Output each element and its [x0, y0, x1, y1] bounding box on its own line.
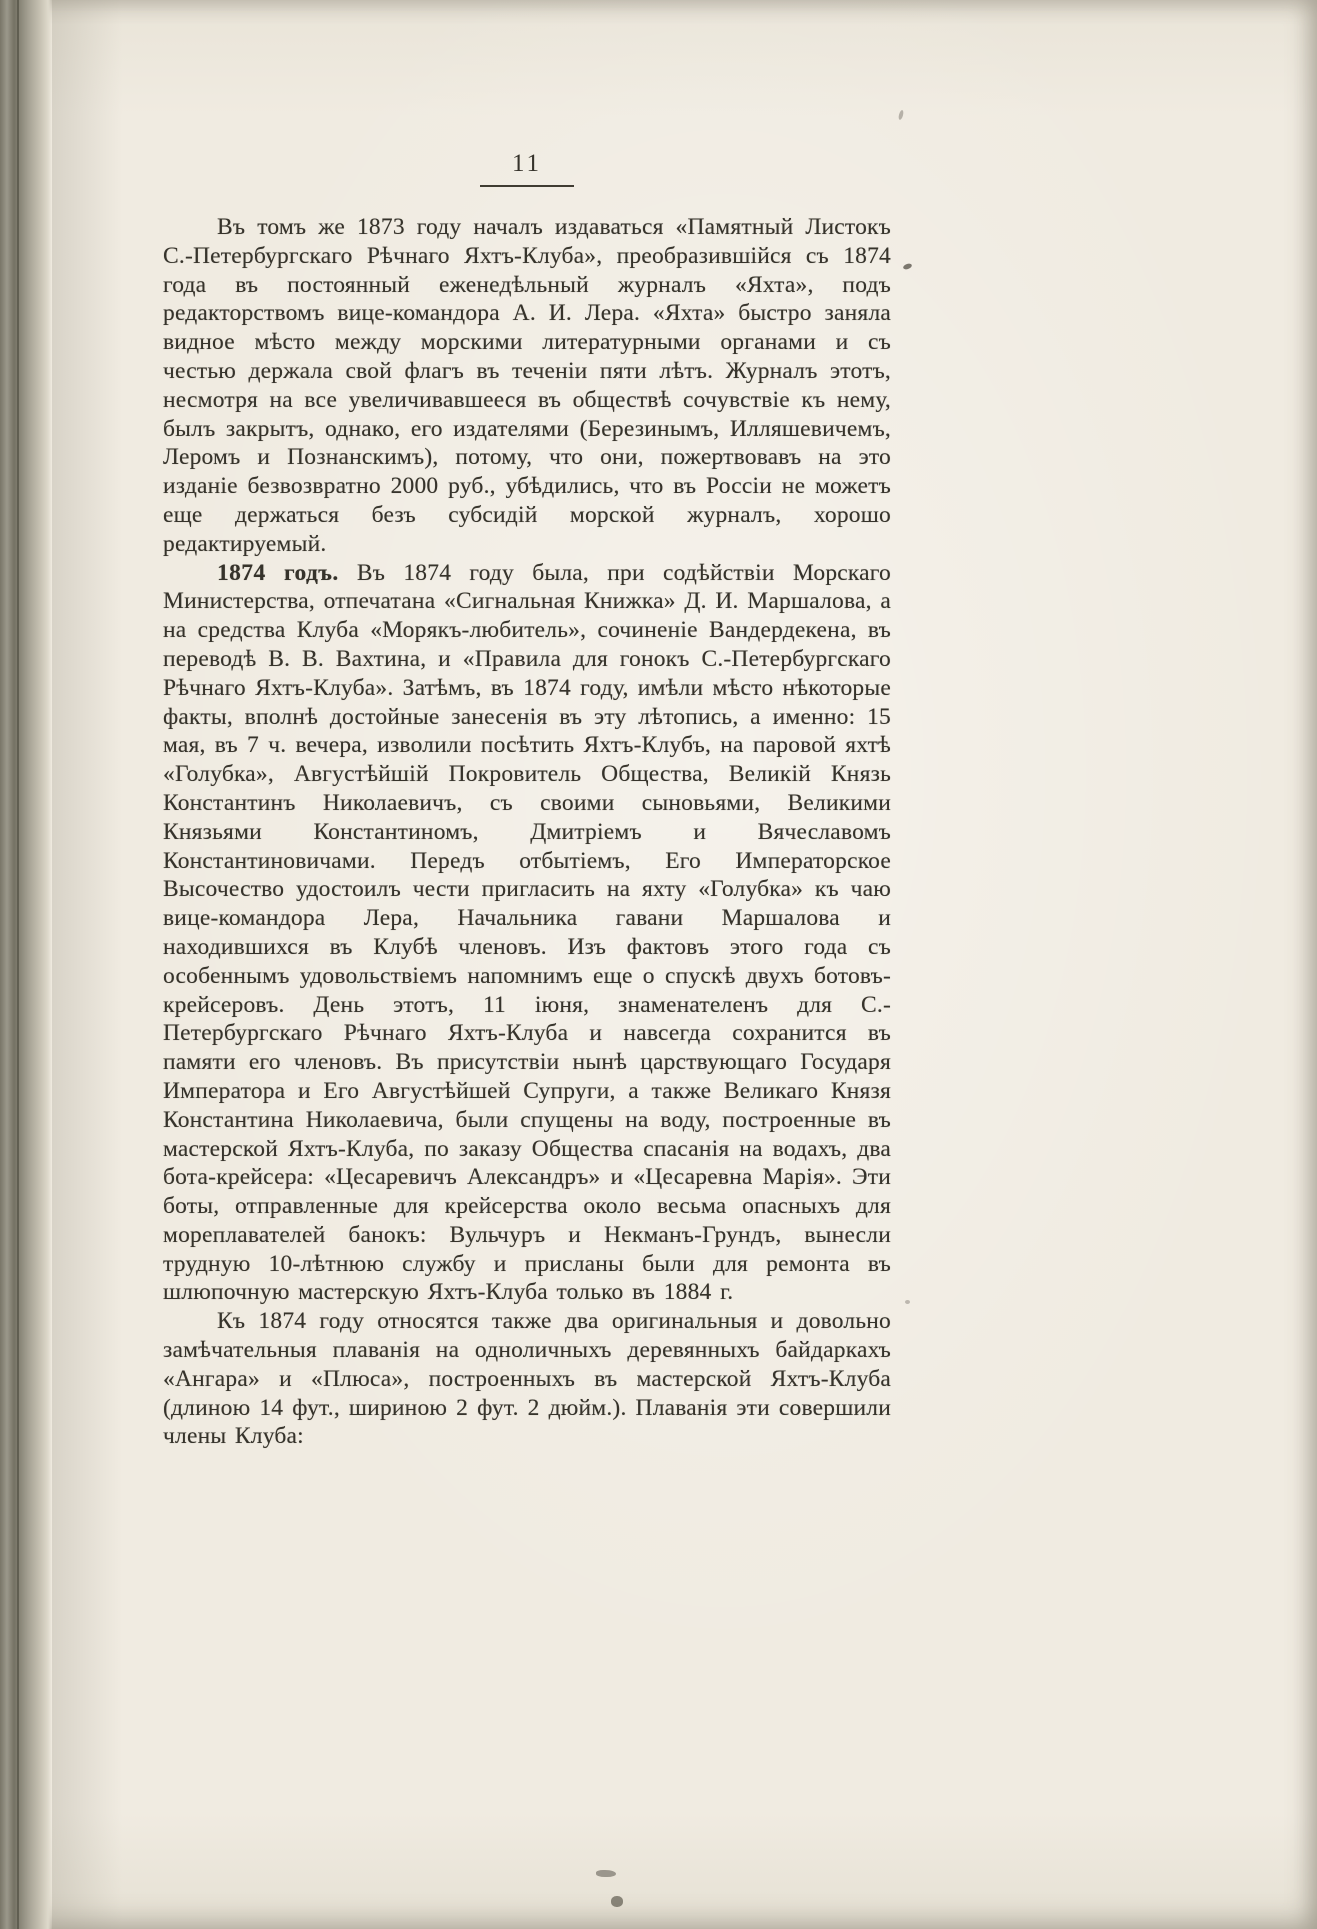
body-text — [163, 213, 891, 1451]
ink-speck — [596, 1870, 616, 1877]
book-binding-shadow — [52, 0, 122, 1929]
paragraph — [163, 559, 891, 1308]
book-binding — [0, 0, 52, 1929]
ink-speck — [905, 1300, 910, 1304]
ink-speck — [902, 263, 912, 271]
ink-speck — [611, 1896, 623, 1907]
paragraph-text: Въ 1874 году была, при содѣйствіи Морскаго Министерства, отпечатана «Сигнальная Книжка» Д. И. Маршалова, а на средства Клуба «Морякъ-любитель», сочиненіе Вандердекена, въ переводѣ В. В. Вахтина, и «Правила для гонокъ С.-Петербургскаго Рѣчнаго Яхтъ-Клуба». Затѣмъ, въ 1874 году, имѣли мѣсто нѣкоторые факты, вполнѣ достойные занесенія въ эту лѣтопись, а именно: 15 мая, въ 7 ч. вечера, изволили посѣтить Яхтъ-Клубъ, на паровой яхтѣ «Голубка», Августѣйшій Покровитель Общества, Великій Князь Константинъ Николаевичъ, съ своими сыновьями, Великими Князьями Константиномъ, Дмитріемъ и Вячеславомъ Константиновичами. Передъ отбытіемъ, Его Императорское Высочество удостоилъ чести пригласить на яхту «Голубка» къ чаю вице-командора Лера, Начальника гавани Маршалова и находившихся въ Клубѣ членовъ. Изъ фактовъ этого года съ особеннымъ удовольствіемъ напомнимъ еще о спускѣ двухъ ботовъ-крейсеровъ. День этотъ, 11 іюня, знаменателенъ для С.-Петербургскаго Рѣчнаго Яхтъ-Клуба и навсегда сохранится въ памяти его членовъ. Въ присутствіи нынѣ царствующаго Государя Императора и Его Августѣйшей Супруги, а также Великаго Князя Константина Николаевича, были спущены на воду, построенные въ мастерской Яхтъ-Клуба, по заказу Общества спасанія на водахъ, два бота-крейсера: «Цесаревичъ Александръ» и «Цесаревна Марія». Эти боты, отправленные для крейсерства около весьма опасныхъ для мореплавателей банокъ: Вульчуръ и Некманъ-Грундъ, вынесли трудную 10-лѣтнюю службу и присланы были для ремонта въ шлюпочную мастерскую Яхтъ-Клуба только въ 1884 г. — [163, 559, 892, 1306]
paragraph-lead: 1874 годъ. — [217, 559, 339, 586]
ink-speck — [898, 110, 904, 121]
text-column — [163, 150, 891, 1451]
book-binding-crease — [17, 0, 19, 1929]
paragraph: Въ томъ же 1873 году началъ издаваться «Памятный Листокъ С.-Петербургскаго Рѣчнаго Яхтъ-Клуба», преобразившійся съ 1874 года въ постоянный еженедѣльный журналъ «Яхта», подъ редакторствомъ вице-командора А. И. Лера. «Яхта» быстро заняла видное мѣсто между морскими литературными органами и съ честью держала свой флагъ въ теченіи пяти лѣтъ. Журналъ этотъ, несмотря на все увеличивавшееся въ обществѣ сочувствіе къ нему, былъ закрытъ, однако, его издателями (Березинымъ, Илляшевичемъ, Леромъ и Познанскимъ), потому, что они, пожертвовавъ на это изданіе безвозвратно 2000 руб., убѣдились, что въ Россіи не можетъ еще держаться безъ субсидій морской журналъ, хорошо редактируемый. — [163, 214, 891, 557]
paragraph: Къ 1874 году относятся также два оригинальныя и довольно замѣчательныя плаванія на одноличныхъ деревянныхъ байдаркахъ «Ангара» и «Плюса», построенныхъ въ мастерской Яхтъ-Клуба (длиною 14 фут., шириною 2 фут. 2 дюйм.). Плаванія эти совершили члены Клуба: — [163, 1308, 891, 1450]
page-number: 11 — [480, 150, 574, 187]
page-header — [163, 150, 891, 187]
